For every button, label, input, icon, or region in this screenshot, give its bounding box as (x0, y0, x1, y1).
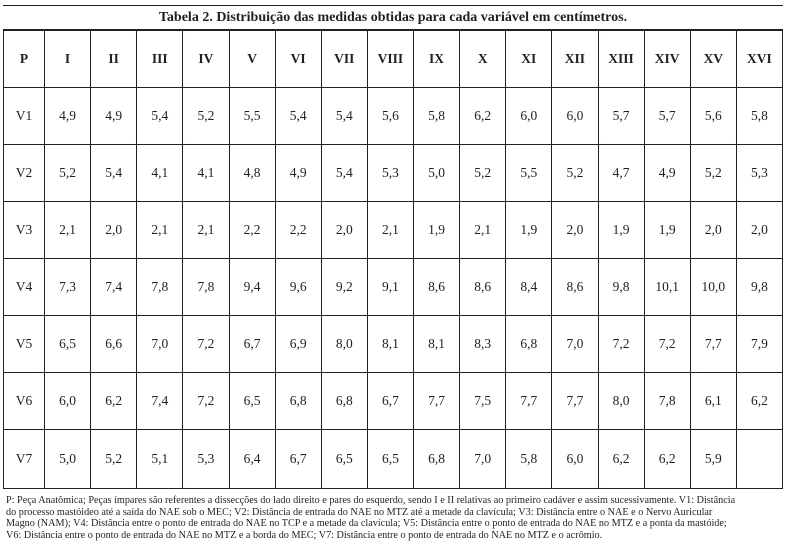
table-cell: 5,3 (183, 430, 229, 489)
table-cell: 5,2 (91, 430, 137, 489)
table-cell: 4,1 (137, 145, 183, 202)
table-cell: 6,8 (321, 373, 367, 430)
column-header-iv: IV (183, 31, 229, 88)
table-caption: Tabela 2. Distribuição das medidas obtidas para cada variável em centímetros. (3, 5, 783, 30)
column-header-xi: XI (506, 31, 552, 88)
row-label: V6 (4, 373, 45, 430)
row-label: V4 (4, 259, 45, 316)
table-row (4, 259, 783, 316)
table-cell: 7,4 (137, 373, 183, 430)
footnote-line: P: Peça Anatômica; Peças ímpares são referentes a dissecções do lado direito e pares do esquerdo, sendo I e II relativas ao primeiro cadáver e assim sucessivamente. V1: Distância (6, 495, 780, 507)
table-cell: 2,1 (367, 202, 413, 259)
table-cell: 6,8 (414, 430, 460, 489)
table-cell: 8,6 (460, 259, 506, 316)
table-cell: 5,4 (321, 88, 367, 145)
table-cell: 7,8 (183, 259, 229, 316)
table-cell: 5,8 (414, 88, 460, 145)
table-cell: 5,1 (137, 430, 183, 489)
column-header-xvi: XVI (736, 31, 782, 88)
table-cell: 5,8 (736, 88, 782, 145)
column-header-xiv: XIV (644, 31, 690, 88)
table-cell: 8,4 (506, 259, 552, 316)
table-cell: 6,2 (598, 430, 644, 489)
table-cell: 5,2 (45, 145, 91, 202)
table-cell: 6,0 (552, 88, 598, 145)
table-cell: 4,7 (598, 145, 644, 202)
table-cell: 7,2 (598, 316, 644, 373)
table-row (4, 373, 783, 430)
table-cell: 8,0 (321, 316, 367, 373)
table-cell: 6,2 (644, 430, 690, 489)
table-cell: 5,2 (552, 145, 598, 202)
row-label: V7 (4, 430, 45, 489)
column-header-p: P (4, 31, 45, 88)
table-cell: 9,2 (321, 259, 367, 316)
table-cell: 4,9 (644, 145, 690, 202)
table-cell: 2,0 (91, 202, 137, 259)
table-cell: 5,7 (598, 88, 644, 145)
column-header-xv: XV (690, 31, 736, 88)
table-row (4, 88, 783, 145)
row-label: V2 (4, 145, 45, 202)
table-cell: 6,1 (690, 373, 736, 430)
data-table (3, 30, 783, 489)
table-cell: 5,5 (229, 88, 275, 145)
table-cell: 8,6 (552, 259, 598, 316)
table-cell: 4,9 (275, 145, 321, 202)
table-cell: 7,9 (736, 316, 782, 373)
row-label: V5 (4, 316, 45, 373)
table-cell: 7,0 (137, 316, 183, 373)
column-header-ix: IX (414, 31, 460, 88)
table-row (4, 316, 783, 373)
table-cell: 6,5 (229, 373, 275, 430)
table-cell: 4,9 (91, 88, 137, 145)
table-cell: 2,1 (183, 202, 229, 259)
table-cell: 8,1 (414, 316, 460, 373)
table-cell: 10,0 (690, 259, 736, 316)
table-cell: 1,9 (414, 202, 460, 259)
column-header-i: I (45, 31, 91, 88)
table-cell: 5,6 (690, 88, 736, 145)
table-cell: 1,9 (506, 202, 552, 259)
table-body (4, 88, 783, 489)
table-cell: 7,7 (690, 316, 736, 373)
table-cell: 6,5 (45, 316, 91, 373)
table-row (4, 430, 783, 489)
table-cell: 10,1 (644, 259, 690, 316)
table-cell: 6,8 (275, 373, 321, 430)
column-header-xiii: XIII (598, 31, 644, 88)
table-cell: 7,2 (183, 373, 229, 430)
table-cell: 6,2 (460, 88, 506, 145)
table-cell: 7,7 (414, 373, 460, 430)
table-cell: 7,4 (91, 259, 137, 316)
column-header-vi: VI (275, 31, 321, 88)
table-cell: 7,7 (506, 373, 552, 430)
table-cell: 5,4 (321, 145, 367, 202)
table-cell: 5,3 (736, 145, 782, 202)
column-header-vii: VII (321, 31, 367, 88)
table-cell: 5,2 (183, 88, 229, 145)
table-cell: 8,0 (598, 373, 644, 430)
table-cell: 5,3 (367, 145, 413, 202)
table-cell: 9,4 (229, 259, 275, 316)
table-cell: 6,5 (367, 430, 413, 489)
column-header-ii: II (91, 31, 137, 88)
row-label: V1 (4, 88, 45, 145)
table-cell: 9,8 (598, 259, 644, 316)
table-cell: 4,8 (229, 145, 275, 202)
table-cell: 7,2 (183, 316, 229, 373)
table-cell: 5,4 (91, 145, 137, 202)
footnote-line: V6: Distância entre o ponto de entrada do NAE no MTZ e a borda do MEC; V7: Distância entre o ponto de entrada do NAE no MTZ e o acrômio. (6, 530, 780, 541)
table-cell: 7,0 (460, 430, 506, 489)
table-cell: 7,5 (460, 373, 506, 430)
table-cell: 9,1 (367, 259, 413, 316)
table-cell: 6,4 (229, 430, 275, 489)
row-label: V3 (4, 202, 45, 259)
table-cell: 2,0 (690, 202, 736, 259)
table-cell: 6,7 (275, 430, 321, 489)
table-cell (736, 430, 782, 489)
table-cell: 5,8 (506, 430, 552, 489)
table-cell: 9,8 (736, 259, 782, 316)
table-cell: 7,7 (552, 373, 598, 430)
table-cell: 6,5 (321, 430, 367, 489)
table-cell: 2,1 (460, 202, 506, 259)
column-header-x: X (460, 31, 506, 88)
column-header-viii: VIII (367, 31, 413, 88)
table-cell: 5,2 (460, 145, 506, 202)
table-cell: 6,0 (506, 88, 552, 145)
table-cell: 5,2 (690, 145, 736, 202)
table-cell: 2,2 (229, 202, 275, 259)
table-cell: 5,4 (137, 88, 183, 145)
table-cell: 6,2 (91, 373, 137, 430)
table-cell: 8,3 (460, 316, 506, 373)
table-row (4, 145, 783, 202)
table-row (4, 202, 783, 259)
table-cell: 9,6 (275, 259, 321, 316)
table-cell: 1,9 (598, 202, 644, 259)
table-cell: 7,8 (644, 373, 690, 430)
table-cell: 2,0 (552, 202, 598, 259)
table-cell: 6,9 (275, 316, 321, 373)
table-cell: 2,2 (275, 202, 321, 259)
table-cell: 5,7 (644, 88, 690, 145)
table-cell: 6,8 (506, 316, 552, 373)
table-cell: 8,6 (414, 259, 460, 316)
column-header-xii: XII (552, 31, 598, 88)
table-cell: 5,4 (275, 88, 321, 145)
table-footnote (3, 495, 783, 541)
table-frame (3, 5, 783, 541)
table-cell: 5,6 (367, 88, 413, 145)
table-cell: 2,1 (137, 202, 183, 259)
table-cell: 6,0 (552, 430, 598, 489)
table-cell: 1,9 (644, 202, 690, 259)
table-cell: 6,2 (736, 373, 782, 430)
table-cell: 5,0 (45, 430, 91, 489)
table-cell: 5,5 (506, 145, 552, 202)
table-cell: 8,1 (367, 316, 413, 373)
table-cell: 5,9 (690, 430, 736, 489)
table-cell: 6,6 (91, 316, 137, 373)
table-cell: 2,0 (736, 202, 782, 259)
table-cell: 7,0 (552, 316, 598, 373)
header-row (4, 31, 783, 88)
table-cell: 6,7 (367, 373, 413, 430)
column-header-iii: III (137, 31, 183, 88)
table-cell: 7,8 (137, 259, 183, 316)
table-cell: 2,1 (45, 202, 91, 259)
table-cell: 4,1 (183, 145, 229, 202)
table-cell: 6,0 (45, 373, 91, 430)
table-cell: 7,2 (644, 316, 690, 373)
table-cell: 5,0 (414, 145, 460, 202)
footnote-line: Magno (NAM); V4: Distância entre o ponto de entrada do NAE no TCP e a metade da clavícula; V5: Distância entre o ponto de entrada do NAE no MTZ e a ponta da mastóide; (6, 518, 780, 530)
column-header-v: V (229, 31, 275, 88)
table-cell: 6,7 (229, 316, 275, 373)
table-cell: 4,9 (45, 88, 91, 145)
footnote-line: do processo mastóideo até a saída do NAE sob o MEC; V2: Distância de entrada do NAE no MTZ até a metade da clavícula; V3: Distância entre o NAE e o Nervo Auricular (6, 507, 780, 519)
table-cell: 2,0 (321, 202, 367, 259)
table-cell: 7,3 (45, 259, 91, 316)
